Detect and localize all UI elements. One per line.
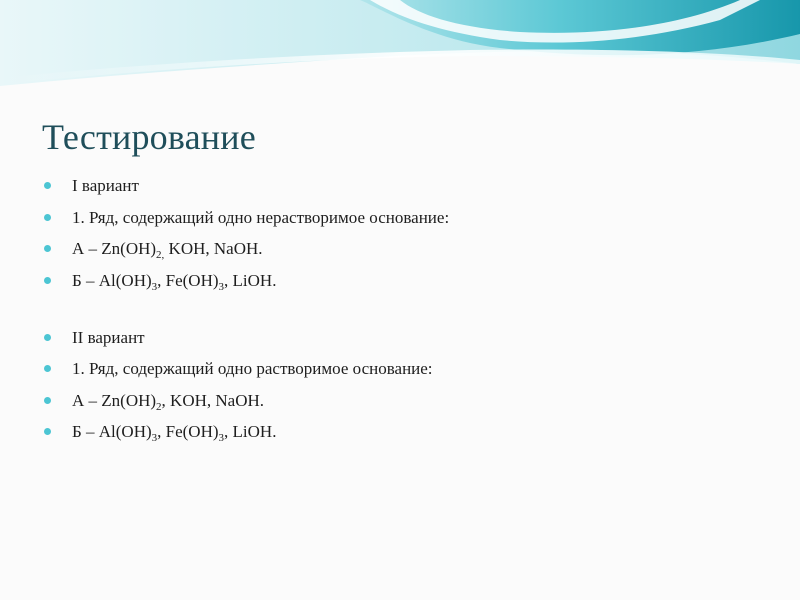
option-b-part3: , LiOH. xyxy=(224,422,277,441)
bullet-icon xyxy=(44,334,51,341)
option-b-sub1: 3 xyxy=(151,280,158,293)
list-item-variant1-heading xyxy=(44,174,764,198)
option-b-sub2: 3 xyxy=(218,432,225,444)
list-item-variant2-question xyxy=(44,357,764,381)
list-item-variant2-heading xyxy=(44,326,764,350)
option-a-rest: , KOH, NaOH. xyxy=(161,390,265,410)
option-b-part1: Б – Al(OH) xyxy=(72,422,152,441)
list-item-variant2-option-a xyxy=(44,389,764,413)
option-a-prefix: А – Zn(OH) xyxy=(72,390,157,410)
list-item-variant1-option-b xyxy=(44,269,764,293)
list-item-variant1-option-a xyxy=(44,237,764,261)
option-a-prefix: А – Zn(OH) xyxy=(72,239,157,258)
option-b-part1: Б – Al(OH) xyxy=(72,270,152,290)
bullet-icon xyxy=(44,214,51,221)
option-b-part2: , Fe(OH) xyxy=(157,270,219,290)
bullet-icon xyxy=(44,397,51,404)
list-item-variant1-question xyxy=(44,206,764,230)
option-a-rest: KOH, NaOH. xyxy=(164,239,263,258)
option-b-sub1: 3 xyxy=(151,432,158,444)
variant1-question: 1. Ряд, содержащий одно нерастворимое основание: xyxy=(72,207,450,227)
wave-banner xyxy=(0,0,800,110)
variant2-question: 1. Ряд, содержащий одно растворимое основание: xyxy=(72,359,433,378)
bullet-icon xyxy=(44,365,51,372)
bullet-list xyxy=(44,174,764,452)
variant2-heading: II вариант xyxy=(72,327,145,347)
option-b-part3: , LiOH. xyxy=(224,270,277,290)
bullet-icon xyxy=(44,245,51,252)
option-b-part2: , Fe(OH) xyxy=(157,422,219,441)
option-a-subscript: 2 xyxy=(156,400,162,413)
list-item-variant2-option-b xyxy=(44,420,764,444)
bullet-icon xyxy=(44,428,51,435)
bullet-icon xyxy=(44,277,51,284)
slide-title: Тестирование xyxy=(42,117,256,157)
variant1-heading: I вариант xyxy=(72,176,139,195)
bullet-icon xyxy=(44,182,51,189)
option-a-subscript: 2, xyxy=(156,249,165,261)
option-b-sub2: 3 xyxy=(218,280,225,293)
